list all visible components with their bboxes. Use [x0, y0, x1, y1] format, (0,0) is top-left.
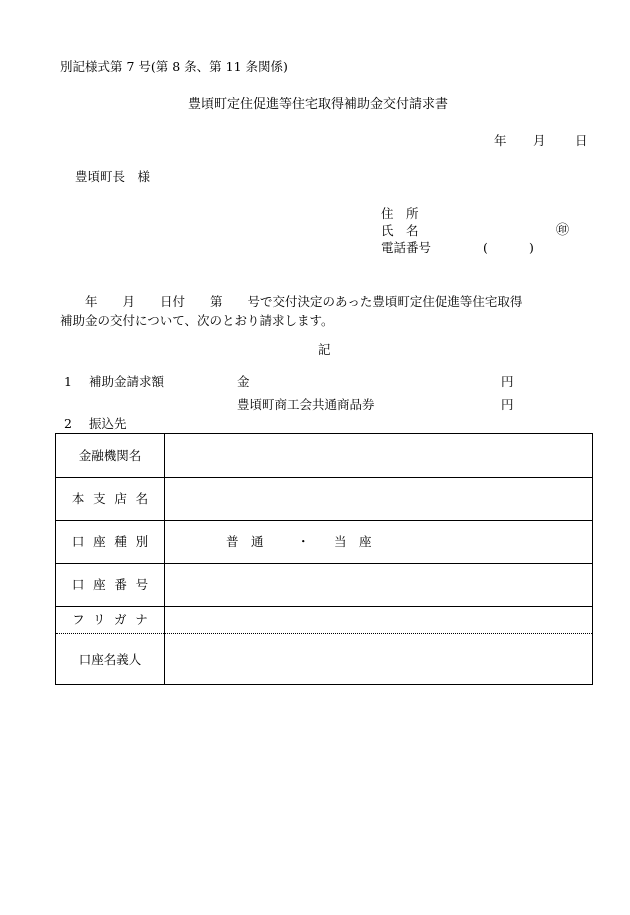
item1-number: 1: [64, 374, 72, 389]
table-row-divider: [56, 563, 592, 564]
phone-label: 電話番号: [381, 240, 432, 255]
date-month: 月: [533, 133, 546, 148]
table-row-divider: [56, 606, 592, 607]
item1-yen-prefix: 金: [237, 374, 250, 389]
account-type-futsu: 普 通: [226, 534, 264, 549]
body-text-line1: 年 月 日付 第 号で交付決定のあった豊頃町定住促進等住宅取得: [60, 294, 523, 309]
item1-yen-unit: 円: [501, 374, 514, 389]
item2-number: 2: [64, 416, 72, 431]
name-label: 氏 名: [381, 223, 419, 238]
address-label: 住 所: [381, 206, 419, 221]
phone-paren-close: ): [529, 240, 534, 255]
table-column-divider: [164, 434, 165, 684]
account-number-label: 口座番号: [71, 577, 157, 592]
form-number: 別記様式第 7 号(第 8 条、第 11 条関係): [60, 59, 288, 74]
account-type-separator: ・: [297, 534, 310, 549]
item2-label: 振込先: [89, 416, 127, 431]
phone-paren-open: (: [483, 240, 488, 255]
bank-name-label: 金融機関名: [78, 448, 142, 463]
account-holder-label: 口座名義人: [78, 652, 142, 667]
item1-voucher-label: 豊頃町商工会共通商品券: [237, 397, 375, 412]
table-row-divider: [56, 520, 592, 521]
item1-voucher-unit: 円: [501, 397, 514, 412]
addressee: 豊頃町長 様: [75, 169, 151, 184]
seal-mark: ㊞: [556, 223, 570, 238]
ki-heading: 記: [318, 342, 331, 357]
account-type-label: 口座種別: [71, 534, 157, 549]
branch-name-label: 本支店名: [71, 491, 157, 506]
furigana-dotted-divider: [56, 633, 592, 634]
account-type-touza: 当 座: [334, 534, 372, 549]
bank-account-table: [55, 433, 593, 685]
furigana-label: フリガナ: [72, 612, 157, 627]
body-text-line2: 補助金の交付について、次のとおり請求します。: [60, 313, 334, 328]
date-year: 年: [494, 133, 507, 148]
item1-label: 補助金請求額: [89, 374, 165, 389]
document-title: 豊頃町定住促進等住宅取得補助金交付請求書: [188, 97, 449, 112]
table-row-divider: [56, 477, 592, 478]
date-day: 日: [575, 133, 588, 148]
